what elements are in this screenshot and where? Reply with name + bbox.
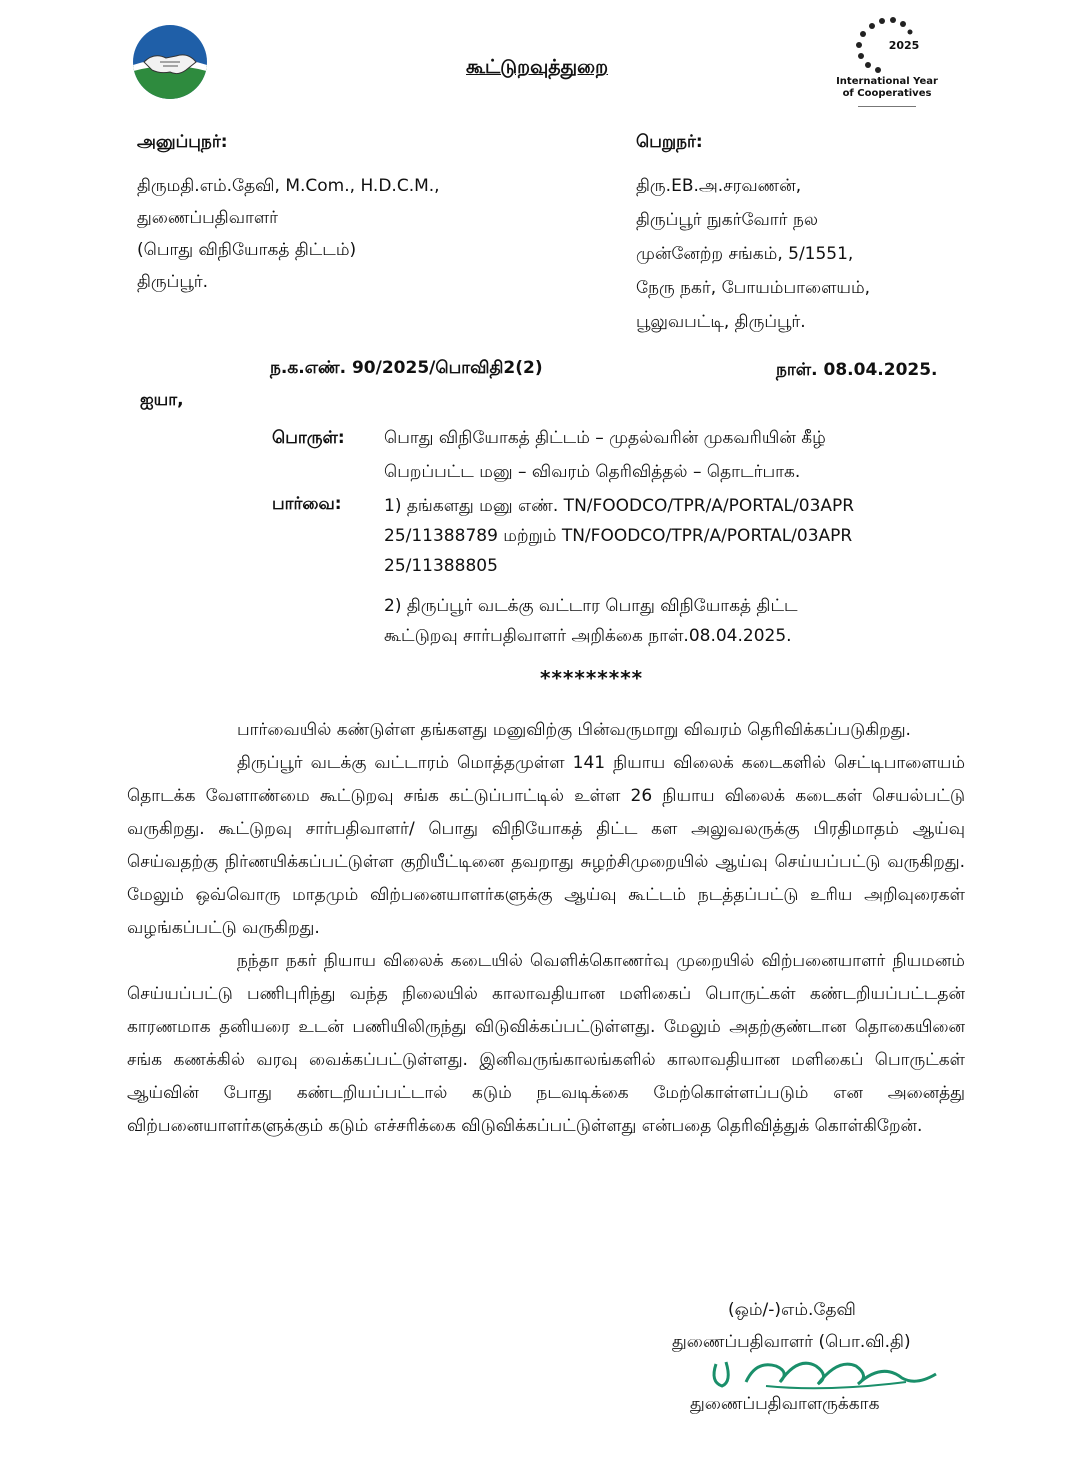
- sender-line: திருப்பூர்.: [137, 272, 208, 292]
- recipient-line: பூலுவபட்டி, திருப்பூர்.: [636, 312, 806, 332]
- body-paragraph: திருப்பூர் வடக்கு வட்டாரம் மொத்தமுள்ள 141 நியாய விலைக் கடைகளில் செட்டிபாளையம் தொடக்க வேளாண்மை கூட்டுறவு சங்க கட்டுப்பாட்டில் உள்ள 26 நியாய விலைக் கடைகள் செயல்பட்டு வருகிறது. கூட்டுறவு சார்பதிவாளர்/ பொது விநியோகத் திட்ட கள அலுவலருக்கு பிரதிமாதம் ஆய்வு செய்வதற்கு நிர்ணயிக்கப்பட்டுள்ள குறியீட்டினை தவறாது சுழற்சிமுறையில் ஆய்வு செய்யப்பட்டு வருகிறது. மேலும் ஒவ்வொரு மாதமும் விற்பனையாளர்களுக்கு ஆய்வு கூட்டம் நடத்தப்பட்டு உரிய அறிவுரைகள் வழங்கப்பட்டு வருகிறது.: [127, 753, 965, 938]
- badge-underline: [858, 106, 916, 107]
- recipient-line: நேரு நகர், போயம்பாளையம்,: [636, 278, 871, 298]
- for-deputy-registrar: துணைப்பதிவாளருக்காக: [690, 1394, 880, 1414]
- sender-line: திருமதி.எம்.தேவி, M.Com., H.D.C.M.,: [137, 176, 440, 196]
- reference-line: 2) திருப்பூர் வடக்கு வட்டார பொது விநியோகத் திட்ட: [384, 596, 798, 616]
- reference-line: கூட்டுறவு சார்பதிவாளர் அறிக்கை நாள்.08.04.2025.: [384, 626, 792, 646]
- recipient-heading: பெறுநர்:: [636, 132, 703, 152]
- recipient-line: திரு.EB.அ.சரவணன்,: [636, 176, 802, 196]
- sender-line: (பொது விநியோகத் திட்டம்): [137, 240, 357, 260]
- reference-line: 25/11388789 மற்றும் TN/FOODCO/TPR/A/PORTAL/03APR: [384, 526, 853, 546]
- badge-line-1: International Year: [836, 76, 938, 87]
- recipient-line: திருப்பூர் நுகர்வோர் நல: [636, 210, 818, 230]
- subject-line-1: பொது விநியோகத் திட்டம் – முதல்வரின் முகவரியின் கீழ்: [384, 428, 826, 448]
- subject-label: பொருள்:: [272, 428, 345, 448]
- separator-stars: *********: [540, 666, 644, 690]
- cooperative-handshake-logo: [130, 22, 210, 102]
- letter-body: [127, 714, 965, 1143]
- department-title: கூட்டுறவுத்துறை: [466, 56, 609, 78]
- badge-line-2: of Cooperatives: [842, 88, 932, 99]
- salutation: ஐயா,: [140, 390, 184, 410]
- reference-number: ந.க.எண். 90/2025/பொவிதி2(2): [270, 358, 543, 378]
- subject-line-2: பெறப்பட்ட மனு – விவரம் தெரிவித்தல் – தொடர்பாக.: [384, 462, 801, 482]
- body-paragraph: பார்வையில் கண்டுள்ள தங்களது மனுவிற்கு பின்வருமாறு விவரம் தெரிவிக்கப்படுகிறது.: [237, 720, 911, 740]
- references-label: பார்வை:: [272, 494, 342, 514]
- body-paragraph: நந்தா நகர் நியாய விலைக் கடையில் வெளிக்கொணர்வு முறையில் விற்பனையாளர் நியமனம் செய்யப்பட்டு பணிபுரிந்து வந்த நிலையில் காலாவதியான மளிகைப் பொருட்கள் கண்டறியப்பட்டதன் காரணமாக தனியரை உடன் பணியிலிருந்து விடுவிக்கப்பட்டுள்ளது. மேலும் அதற்குண்டான தொகையினை சங்க கணக்கில் வரவு வைக்கப்பட்டுள்ளது. இனிவருங்காலங்களில் காலாவதியான மளிகைப் பொருட்கள் ஆய்வின் போது கண்டறியப்பட்டால் கடும் நடவடிக்கை மேற்கொள்ளப்படும் என அனைத்து விற்பனையாளர்களுக்கும் கடும் எச்சரிக்கை விடுவிக்கப்பட்டுள்ளது என்பதை தெரிவித்துக் கொள்கிறேன்.: [127, 951, 965, 1136]
- recipient-line: முன்னேற்ற சங்கம், 5/1551,: [636, 244, 854, 264]
- sender-line: துணைப்பதிவாளர்: [137, 208, 279, 228]
- signed-name: (ஒம்/-)எம்.தேவி: [728, 1300, 856, 1320]
- badge-year: 2025: [888, 39, 920, 52]
- signatory-designation: துணைப்பதிவாளர் (பொ.வி.தி): [672, 1332, 911, 1352]
- sender-heading: அனுப்புநர்:: [137, 132, 228, 152]
- reference-line: 25/11388805: [384, 556, 498, 576]
- letter-date: நாள். 08.04.2025.: [776, 360, 938, 380]
- international-year-cooperatives-badge: [832, 14, 942, 114]
- reference-line: 1) தங்களது மனு எண். TN/FOODCO/TPR/A/PORTAL/03APR: [384, 496, 855, 516]
